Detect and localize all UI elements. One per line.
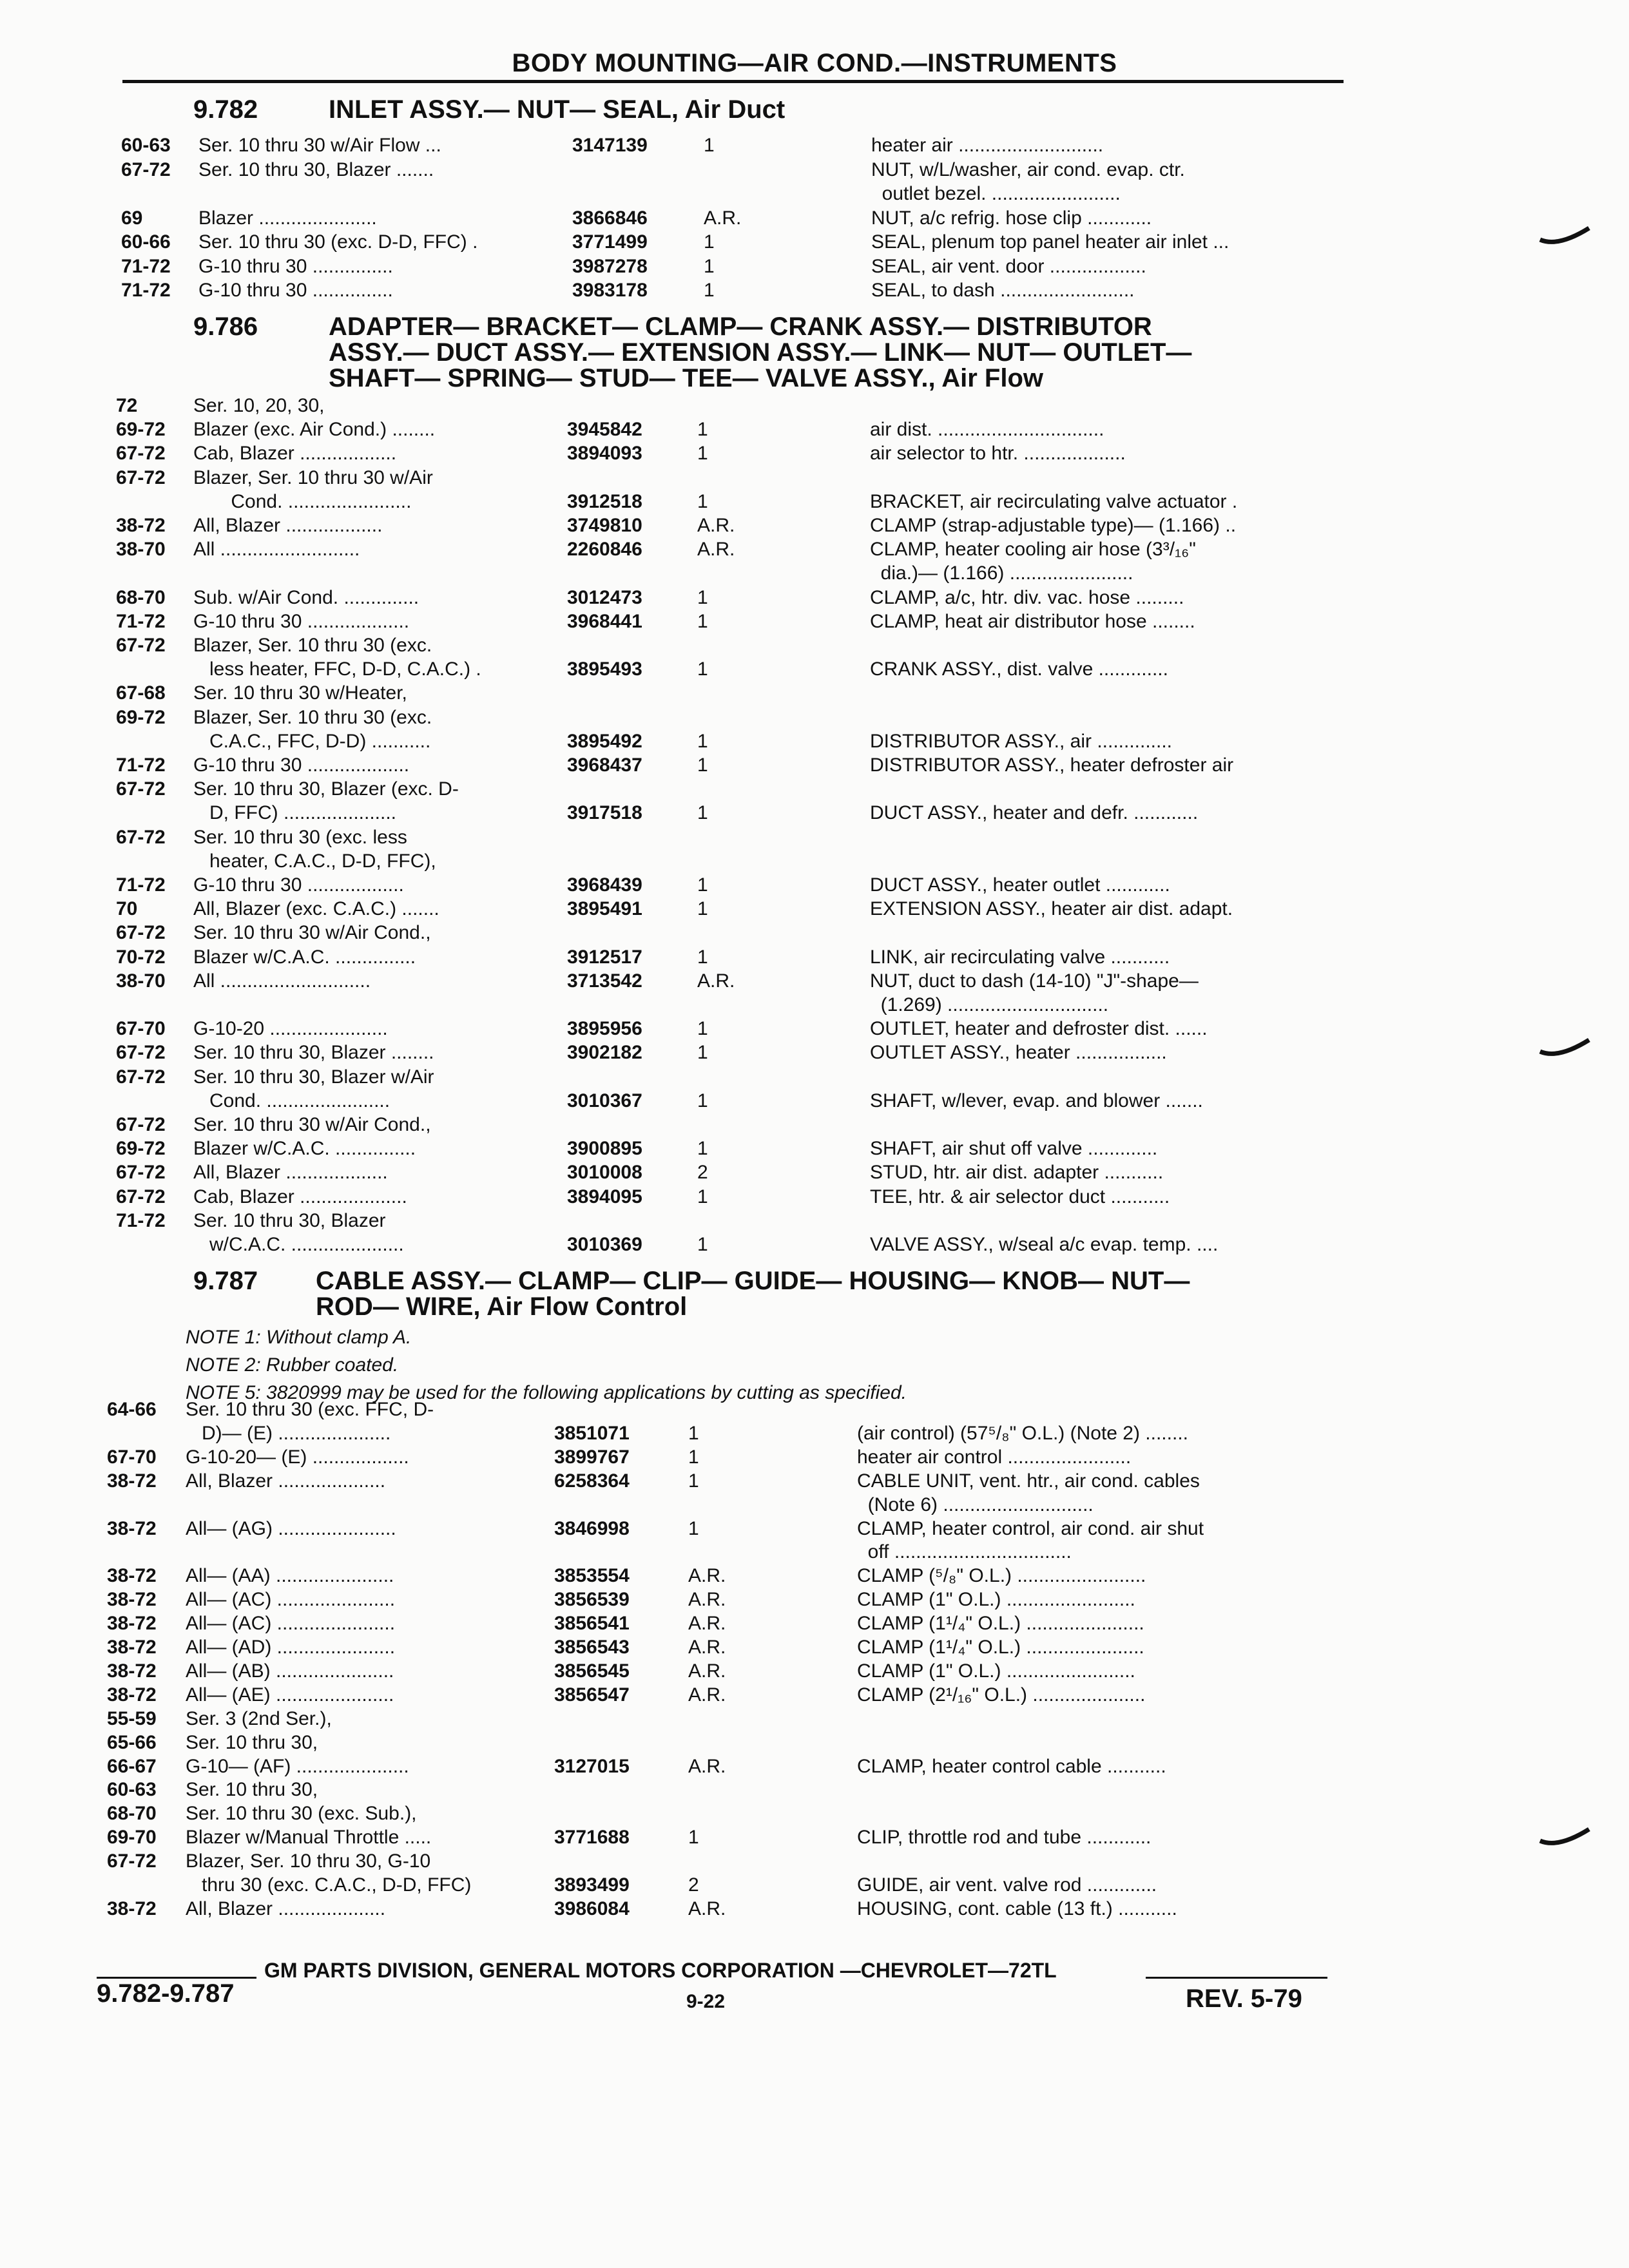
margin-check-mark-icon [1539,1827,1590,1852]
model-years: 68-70 [116,586,166,608]
section-9-787-notes [186,1323,907,1407]
model-years: 38-72 [107,1637,157,1658]
part-description: GUIDE, air vent. valve rod ............. [857,1874,1157,1896]
model-years: 67-72 [116,466,166,488]
quantity: A.R. [688,1684,726,1706]
part-number: 3912517 [567,946,642,968]
part-number: 3856547 [554,1684,630,1706]
application-description: All, Blazer .................. [193,515,383,536]
application-description: Ser. 10 thru 30, Blazer ........ [193,1042,434,1064]
part-number: 3893499 [554,1874,630,1896]
application-description: G-10 thru 30 ................... [193,754,410,776]
model-years: 67-72 [116,1042,166,1064]
quantity: 1 [697,1090,708,1111]
application-description: All— (AA) ...................... [186,1565,394,1587]
part-number: 3895956 [567,1018,642,1040]
part-description: CLAMP, heater cooling air hose (3³/₁₆" [870,539,1196,561]
footer-revision: REV. 5-79 [1186,1984,1302,2013]
quantity: A.R. [688,1898,726,1919]
quantity: 1 [697,730,708,752]
application-description: All .......................... [193,539,360,561]
part-description: DISTRIBUTOR ASSY., air .............. [870,730,1173,752]
application-description: Ser. 10 thru 30, [186,1779,318,1801]
part-description: CRANK ASSY., dist. valve ............. [870,658,1168,680]
section-number: 9.786 [193,312,258,341]
part-number: 3895493 [567,658,642,680]
part-description: air selector to htr. ................... [870,443,1126,465]
application-description: All, Blazer (exc. C.A.C.) ....... [193,898,439,920]
part-description: TEE, htr. & air selector duct ........... [870,1186,1170,1207]
quantity: 1 [688,1446,699,1468]
application-description: Ser. 10 thru 30 (exc. Sub.), [186,1803,417,1825]
application-description: Ser. 10 thru 30 (exc. D-D, FFC) . [198,231,478,253]
application-description: G-10 thru 30 .................. [193,874,404,896]
part-number: 3856545 [554,1660,630,1682]
quantity: A.R. [704,207,742,229]
quantity: A.R. [688,1589,726,1611]
application-description: Blazer ...................... [198,207,377,229]
part-description: CLAMP, heat air distributor hose ........ [870,610,1195,632]
application-description: Ser. 10 thru 30 w/Heater, [193,682,407,704]
quantity: 1 [697,754,708,776]
model-years: 38-72 [116,515,166,536]
application-description: All— (AD) ...................... [186,1637,396,1658]
model-years: 60-63 [121,135,171,156]
part-number: 3846998 [554,1517,630,1539]
quantity: 1 [697,419,708,441]
quantity: 1 [688,1422,699,1444]
model-years: 69-70 [107,1827,157,1849]
part-description: CLAMP, a/c, htr. div. vac. hose ......... [870,586,1184,608]
part-description: CLIP, throttle rod and tube ............ [857,1827,1152,1849]
application-description: Ser. 10 thru 30, [186,1731,318,1753]
application-description: Ser. 10 thru 30, Blazer ....... [198,159,434,180]
model-years: 69-72 [116,1138,166,1160]
quantity: 1 [688,1827,699,1849]
model-years: 71-72 [121,280,171,301]
quantity: 1 [697,443,708,465]
application-description: G-10 thru 30 ................... [193,610,410,632]
model-years: 67-72 [116,1186,166,1207]
footer-rule-left [97,1977,256,1979]
quantity: 1 [697,1186,708,1207]
part-number: 3147139 [572,135,648,156]
application-description: All, Blazer ................... [193,1162,388,1184]
model-years: 67-70 [116,1018,166,1040]
quantity: 1 [697,802,708,824]
application-description: Blazer (exc. Air Cond.) ........ [193,419,436,441]
application-description: All, Blazer .................... [186,1470,386,1492]
part-description: DISTRIBUTOR ASSY., heater defroster air [870,754,1234,776]
part-description: (Note 6) ............................ [857,1494,1094,1515]
part-description: heater air ........................... [871,135,1104,156]
part-number: 3866846 [572,207,648,229]
part-description: SEAL, to dash ......................... [871,280,1135,301]
part-number: 3749810 [567,515,642,536]
quantity: 1 [704,231,715,253]
application-description: All— (AC) ...................... [186,1589,396,1611]
model-years: 38-72 [107,1660,157,1682]
part-number: 3012473 [567,586,642,608]
quantity: 1 [697,658,708,680]
application-description: Cab, Blazer .................. [193,443,397,465]
model-years: 38-72 [107,1589,157,1611]
part-number: 3987278 [572,255,648,277]
quantity: A.R. [688,1613,726,1635]
part-description: CLAMP (1¹/₄" O.L.) ...................... [857,1637,1144,1658]
header-rule [122,80,1344,83]
quantity: 2 [688,1874,699,1896]
application-description: Blazer w/C.A.C. ............... [193,1138,416,1160]
part-description: (air control) (57⁵/₈" O.L.) (Note 2) ........ [857,1422,1188,1444]
part-number: 3856539 [554,1589,630,1611]
part-description: HOUSING, cont. cable (13 ft.) ........... [857,1898,1177,1919]
part-description: dia.)— (1.166) ....................... [870,562,1133,584]
part-description: VALVE ASSY., w/seal a/c evap. temp. .... [870,1234,1219,1255]
application-description: Cond. ....................... [193,1090,390,1111]
model-years: 38-72 [107,1613,157,1635]
application-description: D, FFC) ..................... [193,802,397,824]
application-description: Ser. 10 thru 30 (exc. less [193,826,407,848]
quantity: 1 [697,874,708,896]
model-years: 67-72 [116,443,166,465]
model-years: 67-68 [116,682,166,704]
part-number: 3771688 [554,1827,630,1849]
part-number: 3983178 [572,280,648,301]
part-number: 6258364 [554,1470,630,1492]
part-number: 3127015 [554,1755,630,1777]
model-years: 38-70 [116,970,166,992]
part-number: 3856543 [554,1637,630,1658]
part-description: CLAMP, heater control cable ........... [857,1755,1166,1777]
quantity: 1 [697,1234,708,1255]
part-number: 3010367 [567,1090,642,1111]
application-description: All— (AB) ...................... [186,1660,394,1682]
margin-check-mark-icon [1539,226,1590,251]
application-description: heater, C.A.C., D-D, FFC), [193,850,436,872]
model-years: 68-70 [107,1803,157,1825]
footer-page-number: 9-22 [686,1991,726,2012]
quantity: A.R. [688,1660,726,1682]
part-number: 3900895 [567,1138,642,1160]
application-description: Blazer, Ser. 10 thru 30 w/Air [193,466,433,488]
part-description: CLAMP, heater control, air cond. air shut [857,1517,1204,1539]
application-description: Ser. 3 (2nd Ser.), [186,1707,332,1729]
part-number: 3968437 [567,754,642,776]
part-description: SHAFT, air shut off valve ............. [870,1138,1158,1160]
section-title: INLET ASSY.— NUT— SEAL, Air Duct [329,95,786,124]
part-number: 3894095 [567,1186,642,1207]
part-description: outlet bezel. ........................ [871,183,1121,204]
part-number: 3895492 [567,730,642,752]
application-description: All, Blazer .................... [186,1898,386,1919]
part-description: CLAMP (1" O.L.) ........................ [857,1589,1135,1611]
part-description: heater air control ....................... [857,1446,1132,1468]
application-description: Cond. ....................... [193,490,412,512]
quantity: 1 [697,1018,708,1040]
model-years: 69-72 [116,706,166,728]
part-description: BRACKET, air recirculating valve actuator . [870,490,1238,512]
quantity: 1 [697,946,708,968]
model-years: 67-72 [116,778,166,800]
quantity: A.R. [697,970,735,992]
application-description: Blazer w/C.A.C. ............... [193,946,416,968]
quantity: 1 [697,1138,708,1160]
application-description: Blazer, Ser. 10 thru 30 (exc. [193,635,432,656]
quantity: A.R. [697,539,735,561]
model-years: 72 [116,395,138,416]
application-description: Ser. 10 thru 30, Blazer w/Air [193,1066,434,1088]
quantity: 1 [697,898,708,920]
page-header-title: BODY MOUNTING—AIR COND.—INSTRUMENTS [512,49,1117,77]
margin-check-mark-icon [1539,1037,1590,1063]
model-years: 71-72 [116,874,166,896]
model-years: 67-72 [121,159,171,180]
application-description: G-10-20— (E) .................. [186,1446,409,1468]
part-description: DUCT ASSY., heater outlet ............ [870,874,1170,896]
part-number: 3986084 [554,1898,630,1919]
section-number: 9.782 [193,95,258,124]
part-description: LINK, air recirculating valve ........... [870,946,1170,968]
part-description: CLAMP (1" O.L.) ........................ [857,1660,1135,1682]
quantity: A.R. [697,515,735,536]
section-title: ADAPTER— BRACKET— CLAMP— CRANK ASSY.— DISTRIBUTOR ASSY.— DUCT ASSY.— EXTENSION ASSY.— LINK— NUT— OUTLET— SHAFT— SPRING— STUD— TEE— VALVE ASSY., Air Flow [329,312,1192,392]
part-description: air dist. ............................... [870,419,1104,441]
model-years: 67-72 [116,922,166,944]
part-number: 3912518 [567,490,642,512]
part-description: STUD, htr. air dist. adapter ........... [870,1162,1164,1184]
model-years: 55-59 [107,1707,157,1729]
application-description: G-10-20 ...................... [193,1018,388,1040]
part-description: SEAL, air vent. door .................. [871,255,1146,277]
part-number: 3945842 [567,419,642,441]
model-years: 67-72 [116,1066,166,1088]
quantity: 1 [704,135,715,156]
application-description: Cab, Blazer .................... [193,1186,407,1207]
part-number: 3917518 [567,802,642,824]
note: NOTE 1: Without clamp A. [186,1327,412,1348]
model-years: 65-66 [107,1731,157,1753]
quantity: 1 [688,1470,699,1492]
model-years: 69-72 [116,419,166,441]
part-description: NUT, w/L/washer, air cond. evap. ctr. [871,159,1185,180]
application-description: thru 30 (exc. C.A.C., D-D, FFC) [186,1874,472,1896]
part-number: 3010008 [567,1162,642,1184]
model-years: 69 [121,207,143,229]
application-description: Ser. 10 thru 30 w/Air Cond., [193,922,431,944]
application-description: Ser. 10, 20, 30, [193,395,325,416]
section-title: CABLE ASSY.— CLAMP— CLIP— GUIDE— HOUSING— KNOB— NUT— ROD— WIRE, Air Flow Control [316,1267,1190,1321]
application-description: Sub. w/Air Cond. .............. [193,586,419,608]
part-number: 3902182 [567,1042,642,1064]
model-years: 71-72 [116,610,166,632]
model-years: 38-70 [116,539,166,561]
part-number: 3713542 [567,970,642,992]
model-years: 38-72 [107,1565,157,1587]
part-number: 3010369 [567,1234,642,1255]
quantity: A.R. [688,1755,726,1777]
part-description: OUTLET, heater and defroster dist. ...... [870,1018,1208,1040]
model-years: 38-72 [107,1684,157,1706]
note: NOTE 5: 3820999 may be used for the following applications by cutting as specified. [186,1382,907,1403]
quantity: 1 [697,1042,708,1064]
application-description: Ser. 10 thru 30, Blazer [193,1209,386,1231]
quantity: A.R. [688,1565,726,1587]
quantity: 1 [688,1517,699,1539]
model-years: 70 [116,898,138,920]
application-description: G-10— (AF) ..................... [186,1755,409,1777]
application-description: All— (AG) ...................... [186,1517,396,1539]
part-number: 3856541 [554,1613,630,1635]
part-number: 3899767 [554,1446,630,1468]
model-years: 67-72 [116,635,166,656]
model-years: 71-72 [116,1209,166,1231]
part-description: (1.269) .............................. [870,994,1109,1015]
part-description: CLAMP (2¹/₁₆" O.L.) ..................... [857,1684,1146,1706]
model-years: 71-72 [121,255,171,277]
application-description: less heater, FFC, D-D, C.A.C.) . [193,658,481,680]
part-number: 3851071 [554,1422,630,1444]
application-description: G-10 thru 30 ............... [198,280,393,301]
model-years: 66-67 [107,1755,157,1777]
application-description: Ser. 10 thru 30 w/Air Flow ... [198,135,441,156]
part-description: NUT, duct to dash (14-10) "J"-shape— [870,970,1199,992]
part-number: 3771499 [572,231,648,253]
part-description: NUT, a/c refrig. hose clip ............ [871,207,1152,229]
part-number: 2260846 [567,539,642,561]
model-years: 67-70 [107,1446,157,1468]
model-years: 67-72 [116,826,166,848]
model-years: 38-72 [107,1470,157,1492]
note: NOTE 2: Rubber coated. [186,1354,399,1376]
model-years: 38-72 [107,1517,157,1539]
application-description: G-10 thru 30 ............... [198,255,393,277]
footer-rule-right [1146,1977,1327,1979]
part-number: 3968441 [567,610,642,632]
quantity: 1 [697,610,708,632]
quantity: 1 [704,280,715,301]
application-description: D)— (E) ..................... [186,1422,391,1444]
model-years: 67-72 [116,1162,166,1184]
part-description: CLAMP (⁵/₈" O.L.) ........................ [857,1565,1146,1587]
part-description: SEAL, plenum top panel heater air inlet ... [871,231,1229,253]
quantity: A.R. [688,1637,726,1658]
part-description: SHAFT, w/lever, evap. and blower ....... [870,1090,1203,1111]
quantity: 2 [697,1162,708,1184]
section-number: 9.787 [193,1267,258,1295]
model-years: 67-72 [107,1850,157,1872]
application-description: Ser. 10 thru 30, Blazer (exc. D- [193,778,459,800]
part-description: DUCT ASSY., heater and defr. ............ [870,802,1199,824]
footer-section-range: 9.782-9.787 [97,1979,235,2008]
model-years: 67-72 [116,1114,166,1135]
part-description: OUTLET ASSY., heater ................. [870,1042,1167,1064]
application-description: All— (AE) ...................... [186,1684,394,1706]
part-description: CLAMP (1¹/₄" O.L.) ...................... [857,1613,1144,1635]
part-description: CLAMP (strap-adjustable type)— (1.166) .. [870,515,1237,536]
quantity: 1 [697,586,708,608]
model-years: 60-63 [107,1779,157,1801]
application-description: C.A.C., FFC, D-D) ........... [193,730,431,752]
part-description: CABLE UNIT, vent. htr., air cond. cables [857,1470,1200,1492]
application-description: All— (AC) ...................... [186,1613,396,1635]
footer-publisher-line: GM PARTS DIVISION, GENERAL MOTORS CORPORATION —CHEVROLET—72TL [264,1959,1057,1982]
application-description: Blazer, Ser. 10 thru 30, G-10 [186,1850,431,1872]
part-number: 3894093 [567,443,642,465]
model-years: 60-66 [121,231,171,253]
application-description: Blazer w/Manual Throttle ..... [186,1827,432,1849]
part-number: 3968439 [567,874,642,896]
part-description: EXTENSION ASSY., heater air dist. adapt. [870,898,1233,920]
model-years: 71-72 [116,754,166,776]
model-years: 70-72 [116,946,166,968]
model-years: 38-72 [107,1898,157,1919]
part-description: off ................................. [857,1541,1072,1563]
application-description: w/C.A.C. ..................... [193,1234,404,1255]
model-years: 64-66 [107,1399,157,1420]
part-number: 3853554 [554,1565,630,1587]
application-description: Ser. 10 thru 30 (exc. FFC, D- [186,1399,434,1420]
part-number: 3895491 [567,898,642,920]
quantity: 1 [704,255,715,277]
application-description: All ............................ [193,970,371,992]
application-description: Blazer, Ser. 10 thru 30 (exc. [193,706,432,728]
application-description: Ser. 10 thru 30 w/Air Cond., [193,1114,431,1135]
quantity: 1 [697,490,708,512]
